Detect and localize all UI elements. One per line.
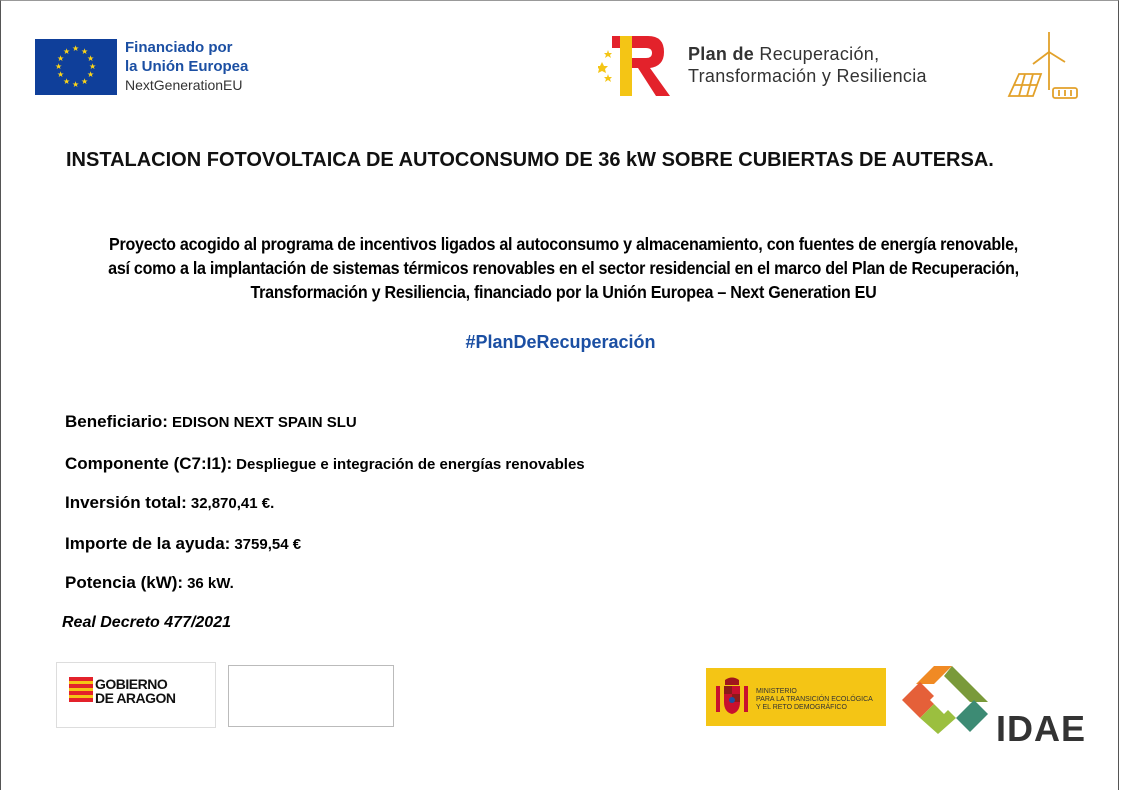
eu-flag-icon: ★ ★ ★ ★ ★ ★ ★ ★ ★ ★ ★ ★ <box>35 39 117 95</box>
aragon-line-1: GOBIERNO <box>95 676 168 692</box>
gobierno-aragon-logo <box>56 662 216 728</box>
prtr-text <box>688 43 927 87</box>
aragon-text <box>95 677 176 705</box>
inversion-value: 32,870,41 €. <box>190 495 275 512</box>
componente-label: Componente (C7:I1): <box>65 454 233 473</box>
inversion-row <box>65 493 274 513</box>
eu-line-3: NextGenerationEU <box>125 77 243 93</box>
ministerio-line-2: PARA LA TRANSICIÓN ECOLÓGICA <box>756 696 873 703</box>
ministerio-line-3: Y EL RETO DEMOGRÁFICO <box>756 704 847 711</box>
blank-logo-box <box>228 665 394 727</box>
eu-funding-text <box>125 38 248 95</box>
decree-reference: Real Decreto 477/2021 <box>62 614 231 631</box>
hashtag: #PlanDeRecuperación <box>465 332 656 352</box>
wind-turbine-solar-icon <box>1005 30 1080 104</box>
prtr-line-2: Transformación y Resiliencia <box>688 66 927 86</box>
eu-line-1: Financiado por <box>125 39 233 56</box>
potencia-value: 36 kW. <box>187 575 234 592</box>
componente-value: Despliegue e integración de energías renovables <box>236 456 585 473</box>
potencia-label: Potencia (kW): <box>65 573 184 592</box>
ministerio-text <box>756 688 873 712</box>
project-description: Proyecto acogido al programa de incentivos ligados al autoconsumo y almacenamiento, con fuentes de energía renovable, así como a la implantación de sistemas térmicos renovables en el sector residencial en el marco del Plan de Recuperación, Transformación y Resiliencia, financiado por la Unión Europea – Next Generation EU <box>108 234 1019 302</box>
spain-coat-of-arms-icon <box>712 676 752 718</box>
importe-row <box>65 534 301 554</box>
potencia-row <box>65 573 234 593</box>
idae-text: IDAE <box>996 708 1087 749</box>
beneficiario-value: EDISON NEXT SPAIN SLU <box>171 414 357 431</box>
project-title: INSTALACION FOTOVOLTAICA DE AUTOCONSUMO DE 36 kW SOBRE CUBIERTAS DE AUTERSA. <box>66 149 994 171</box>
aragon-flag-icon <box>69 677 93 703</box>
idae-emblem-icon <box>900 664 992 734</box>
importe-label: Importe de la ayuda: <box>65 534 231 553</box>
prtr-line-1-rest: Recuperación, <box>754 44 880 64</box>
prtr-tr-icon <box>598 32 672 98</box>
beneficiario-label: Beneficiario: <box>65 412 168 431</box>
prtr-logo <box>598 32 927 98</box>
aragon-line-2: DE ARAGON <box>95 690 176 706</box>
componente-row <box>65 454 585 474</box>
importe-value: 3759,54 € <box>234 536 302 553</box>
beneficiario-row <box>65 412 357 432</box>
eu-funding-logo <box>35 38 248 95</box>
inversion-label: Inversión total: <box>65 493 187 512</box>
idae-logo <box>900 664 1090 748</box>
ministerio-logo <box>706 668 886 726</box>
eu-line-2: la Unión Europea <box>125 58 249 75</box>
prtr-line-1-bold: Plan de <box>688 44 755 64</box>
ministerio-line-1: MINISTERIO <box>756 688 797 695</box>
